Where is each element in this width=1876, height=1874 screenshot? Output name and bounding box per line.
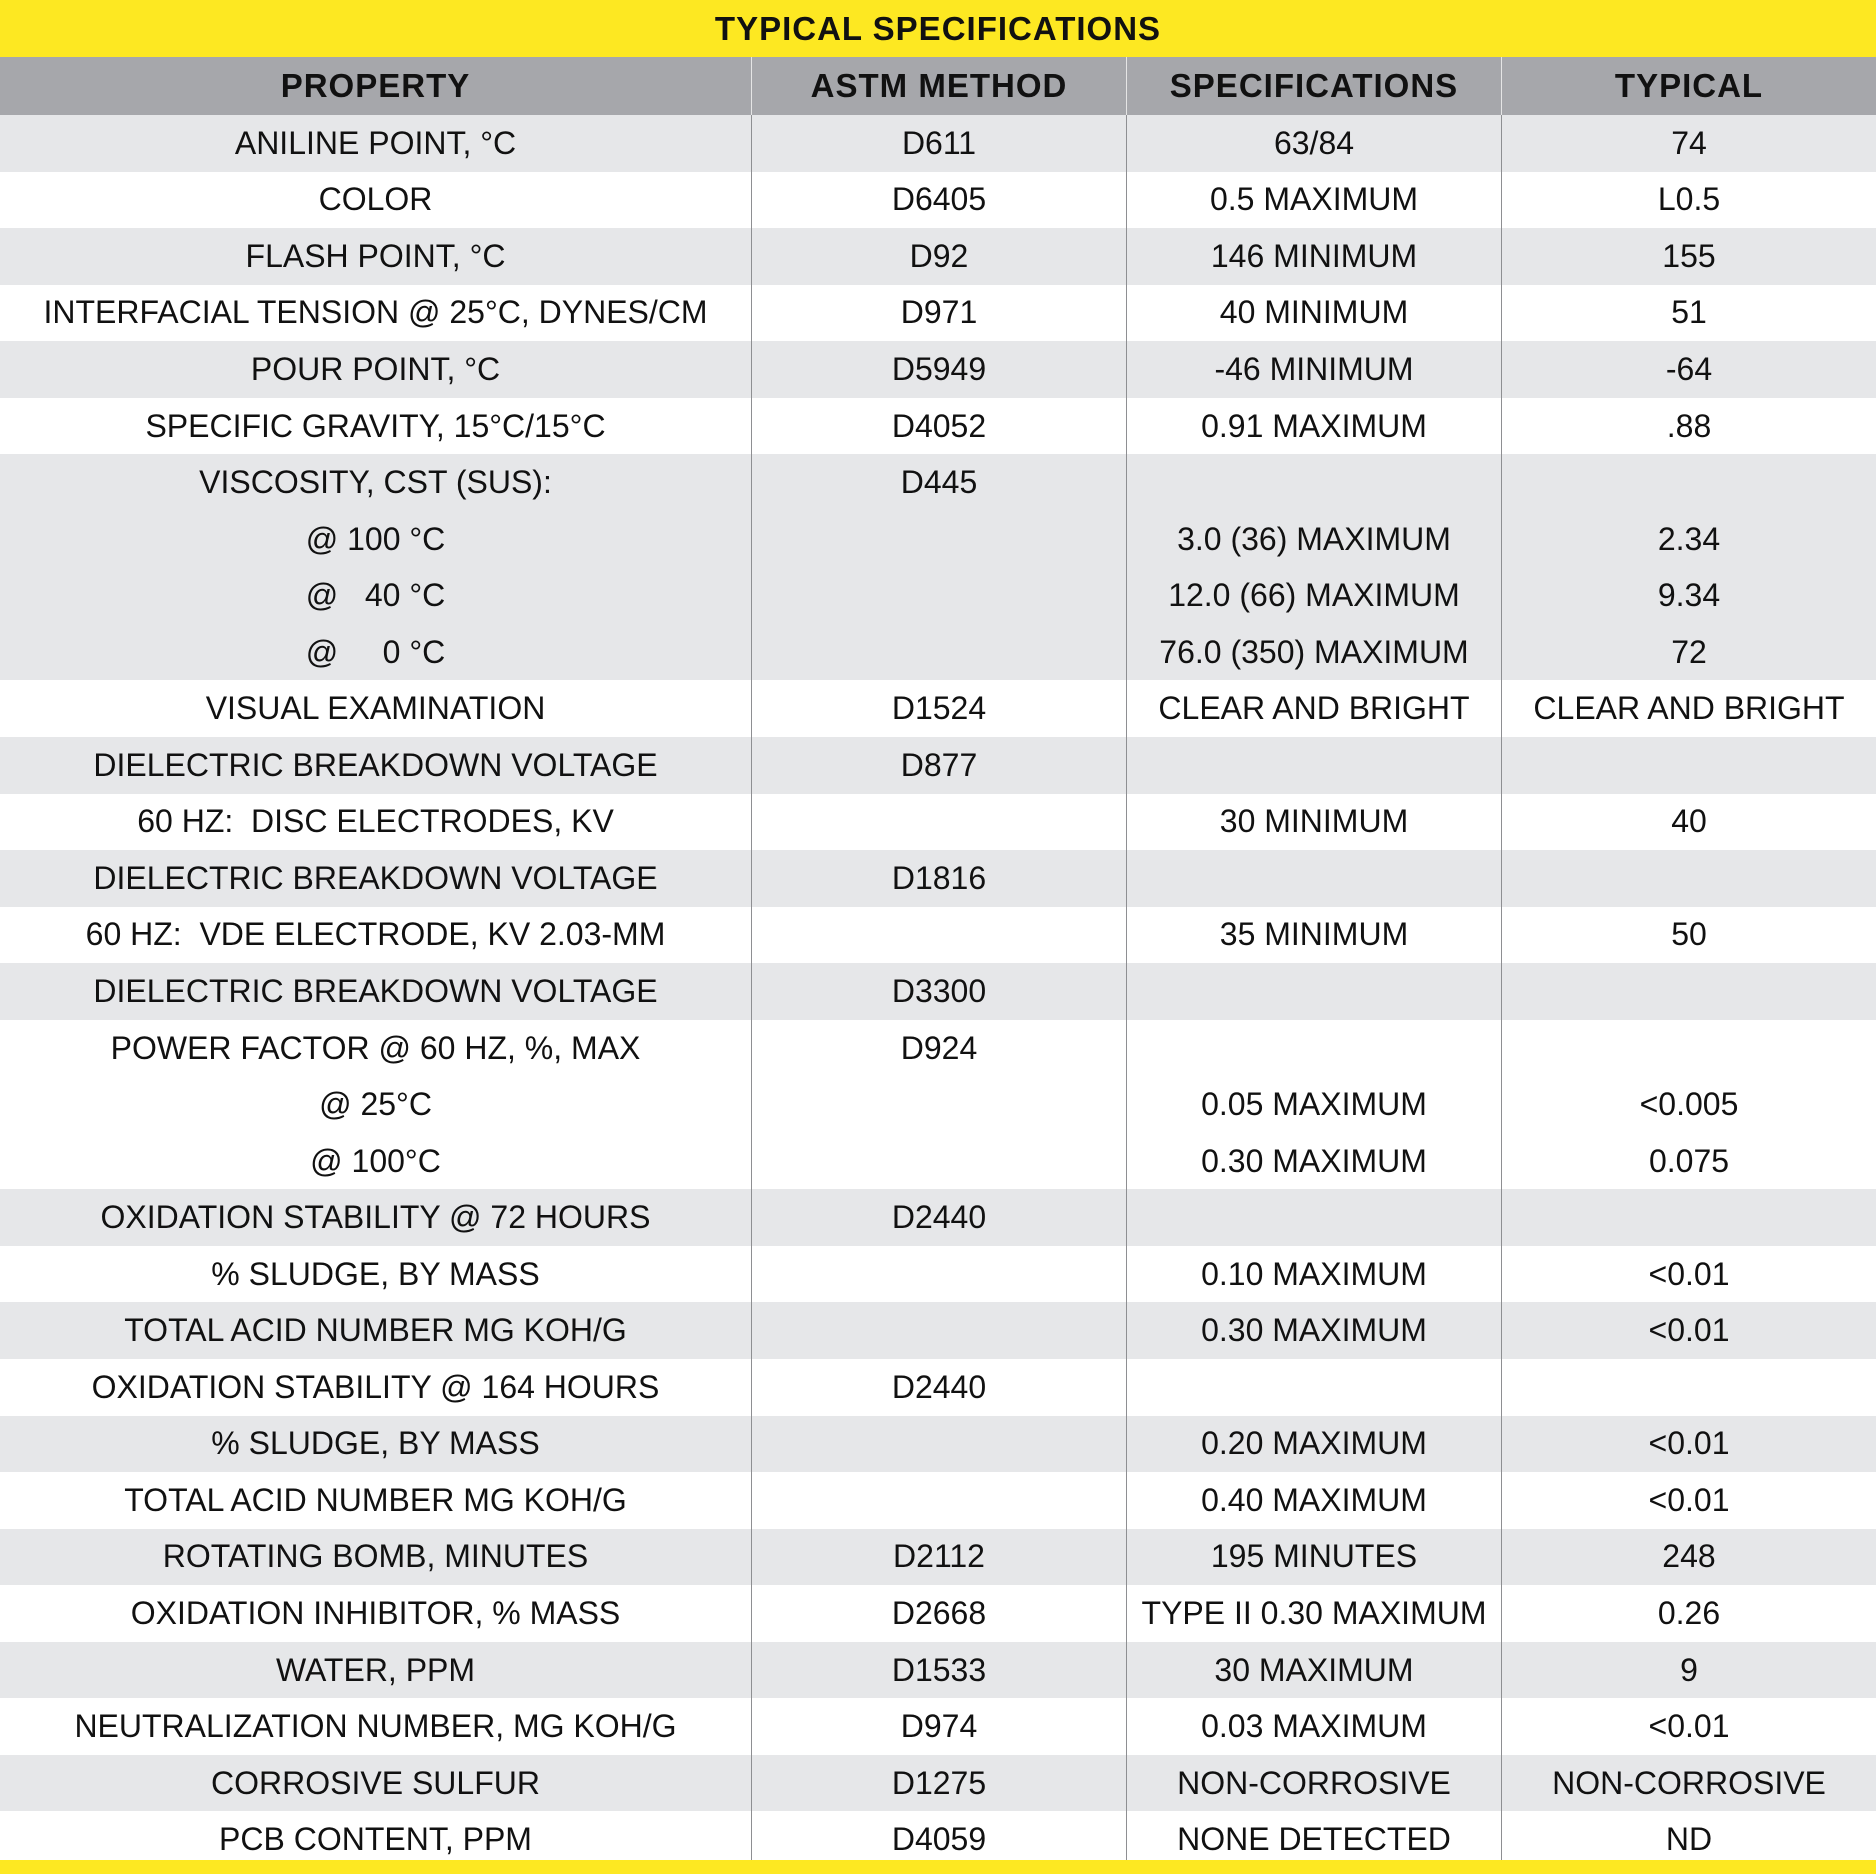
column-header-property: PROPERTY [280, 67, 471, 104]
property-cell: TOTAL ACID NUMBER MG KOH/G [124, 1312, 627, 1349]
typical-cell: <0.005 [1501, 1076, 1876, 1133]
property-cell: NEUTRALIZATION NUMBER, MG KOH/G [74, 1708, 677, 1745]
astm-method-cell: D5949 [751, 341, 1126, 398]
property-cell: VISCOSITY, CST (SUS): [199, 464, 552, 501]
table-row [0, 1302, 1876, 1359]
property-cell: @ 40 °C [305, 577, 446, 614]
table-row [0, 907, 1876, 964]
specification-cell: 0.30 MAXIMUM [1126, 1302, 1501, 1359]
specification-cell: 63/84 [1126, 115, 1501, 172]
astm-method-cell [751, 1076, 1126, 1133]
typical-cell: <0.01 [1501, 1698, 1876, 1755]
table-row [0, 1020, 1876, 1077]
property-cell: POWER FACTOR @ 60 HZ, %, MAX [110, 1029, 641, 1066]
typical-cell: <0.01 [1501, 1302, 1876, 1359]
table-row [0, 228, 1876, 285]
table-row [0, 1698, 1876, 1755]
property-cell: TOTAL ACID NUMBER MG KOH/G [124, 1481, 627, 1518]
property-cell: WATER, PPM [275, 1651, 476, 1688]
astm-method-cell: D611 [751, 115, 1126, 172]
table-header [0, 57, 1876, 115]
table-row [0, 172, 1876, 229]
property-cell: @ 100°C [310, 1142, 441, 1179]
table-row [0, 398, 1876, 455]
astm-method-cell: D2440 [751, 1189, 1126, 1246]
table-row [0, 1755, 1876, 1812]
astm-method-cell [751, 511, 1126, 568]
astm-method-cell [751, 1133, 1126, 1190]
astm-method-cell: D92 [751, 228, 1126, 285]
astm-method-cell: D6405 [751, 172, 1126, 229]
specification-cell: 0.91 MAXIMUM [1126, 398, 1501, 455]
table-row [0, 1472, 1876, 1529]
column-header-astm-method: ASTM METHOD [751, 57, 1126, 115]
property-cell: ANILINE POINT, °C [234, 124, 517, 161]
table-row [0, 1076, 1876, 1133]
table-row [0, 794, 1876, 851]
specification-cell: 12.0 (66) MAXIMUM [1126, 567, 1501, 624]
property-cell: @ 25°C [319, 1086, 432, 1123]
astm-method-cell [751, 1416, 1126, 1473]
typical-cell: 9.34 [1501, 567, 1876, 624]
property-cell: DIELECTRIC BREAKDOWN VOLTAGE [93, 746, 658, 783]
typical-cell: CLEAR AND BRIGHT [1501, 680, 1876, 737]
table-row [0, 454, 1876, 511]
typical-cell: 248 [1501, 1529, 1876, 1586]
astm-method-cell: D974 [751, 1698, 1126, 1755]
astm-method-cell: D924 [751, 1020, 1126, 1077]
specification-cell: 0.05 MAXIMUM [1126, 1076, 1501, 1133]
typical-cell: 0.26 [1501, 1585, 1876, 1642]
specification-cell: 76.0 (350) MAXIMUM [1126, 624, 1501, 681]
property-cell: OXIDATION STABILITY @ 164 HOURS [91, 1368, 660, 1405]
astm-method-cell: D445 [751, 454, 1126, 511]
typical-cell: 51 [1501, 285, 1876, 342]
property-cell: COLOR [318, 181, 433, 218]
table-row [0, 963, 1876, 1020]
table-row [0, 624, 1876, 681]
typical-cell: 74 [1501, 115, 1876, 172]
astm-method-cell: D1816 [751, 850, 1126, 907]
typical-cell [1501, 963, 1876, 1020]
astm-method-cell: D3300 [751, 963, 1126, 1020]
table-row [0, 1585, 1876, 1642]
specification-cell: -46 MINIMUM [1126, 341, 1501, 398]
specification-cell: 0.20 MAXIMUM [1126, 1416, 1501, 1473]
typical-cell [1501, 850, 1876, 907]
property-cell: % SLUDGE, BY MASS [211, 1425, 540, 1462]
specification-cell: 30 MINIMUM [1126, 794, 1501, 851]
astm-method-cell: D4059 [751, 1811, 1126, 1868]
property-cell: PCB CONTENT, PPM [219, 1821, 532, 1858]
property-cell: CORROSIVE SULFUR [211, 1764, 540, 1801]
specification-cell: 35 MINIMUM [1126, 907, 1501, 964]
table-row [0, 1246, 1876, 1303]
table-row [0, 1416, 1876, 1473]
specification-cell: 30 MAXIMUM [1126, 1642, 1501, 1699]
table-title: TYPICAL SPECIFICATIONS [0, 0, 1876, 57]
property-cell: 60 HZ: DISC ELECTRODES, KV [137, 803, 614, 840]
astm-method-cell [751, 1472, 1126, 1529]
specification-cell: 0.10 MAXIMUM [1126, 1246, 1501, 1303]
table-row [0, 680, 1876, 737]
astm-method-cell [751, 794, 1126, 851]
astm-method-cell: D1524 [751, 680, 1126, 737]
property-cell: 60 HZ: VDE ELECTRODE, KV 2.03-MM [85, 916, 666, 953]
table-row [0, 115, 1876, 172]
astm-method-cell: D2440 [751, 1359, 1126, 1416]
property-cell: @ 100 °C [305, 520, 446, 557]
table-row [0, 567, 1876, 624]
typical-cell: 40 [1501, 794, 1876, 851]
typical-cell: <0.01 [1501, 1246, 1876, 1303]
table-row [0, 737, 1876, 794]
table-row [0, 285, 1876, 342]
table-row [0, 341, 1876, 398]
specification-cell: 146 MINIMUM [1126, 228, 1501, 285]
astm-method-cell [751, 567, 1126, 624]
typical-cell: -64 [1501, 341, 1876, 398]
typical-cell: L0.5 [1501, 172, 1876, 229]
property-cell: OXIDATION INHIBITOR, % MASS [130, 1594, 621, 1631]
astm-method-cell: D1275 [751, 1755, 1126, 1812]
property-cell: ROTATING BOMB, MINUTES [162, 1538, 589, 1575]
property-cell: INTERFACIAL TENSION @ 25°C, DYNES/CM [43, 294, 708, 331]
property-cell: DIELECTRIC BREAKDOWN VOLTAGE [93, 972, 658, 1009]
property-cell: POUR POINT, °C [250, 350, 501, 387]
typical-cell: NON-CORROSIVE [1501, 1755, 1876, 1812]
column-header-typical: TYPICAL [1501, 57, 1876, 115]
typical-cell: 50 [1501, 907, 1876, 964]
property-cell: % SLUDGE, BY MASS [211, 1255, 540, 1292]
specification-cell: 0.03 MAXIMUM [1126, 1698, 1501, 1755]
typical-cell: .88 [1501, 398, 1876, 455]
specification-cell: CLEAR AND BRIGHT [1126, 680, 1501, 737]
specification-cell [1126, 737, 1501, 794]
astm-method-cell [751, 1302, 1126, 1359]
specification-cell [1126, 850, 1501, 907]
specification-cell: TYPE II 0.30 MAXIMUM [1126, 1585, 1501, 1642]
typical-cell: 9 [1501, 1642, 1876, 1699]
typical-cell: 2.34 [1501, 511, 1876, 568]
typical-cell [1501, 1020, 1876, 1077]
typical-cell [1501, 1189, 1876, 1246]
specification-cell: 0.5 MAXIMUM [1126, 172, 1501, 229]
property-cell: SPECIFIC GRAVITY, 15°C/15°C [145, 407, 606, 444]
property-cell: DIELECTRIC BREAKDOWN VOLTAGE [93, 859, 658, 896]
astm-method-cell: D877 [751, 737, 1126, 794]
typical-cell [1501, 737, 1876, 794]
specification-cell: 0.40 MAXIMUM [1126, 1472, 1501, 1529]
table-row [0, 1133, 1876, 1190]
astm-method-cell: D4052 [751, 398, 1126, 455]
typical-cell: ND [1501, 1811, 1876, 1868]
specification-cell [1126, 963, 1501, 1020]
table-body [0, 115, 1876, 1868]
astm-method-cell [751, 624, 1126, 681]
property-cell: OXIDATION STABILITY @ 72 HOURS [100, 1199, 651, 1236]
specification-cell: 0.30 MAXIMUM [1126, 1133, 1501, 1190]
astm-method-cell: D2668 [751, 1585, 1126, 1642]
typical-cell [1501, 454, 1876, 511]
property-cell: VISUAL EXAMINATION [205, 690, 546, 727]
astm-method-cell: D2112 [751, 1529, 1126, 1586]
typical-cell: 0.075 [1501, 1133, 1876, 1190]
astm-method-cell: D971 [751, 285, 1126, 342]
property-cell: FLASH POINT, °C [245, 237, 506, 274]
typical-cell: 155 [1501, 228, 1876, 285]
astm-method-cell: D1533 [751, 1642, 1126, 1699]
table-row [0, 1189, 1876, 1246]
typical-cell: 72 [1501, 624, 1876, 681]
table-row [0, 1642, 1876, 1699]
specification-cell: NONE DETECTED [1126, 1811, 1501, 1868]
specification-cell [1126, 454, 1501, 511]
typical-cell: <0.01 [1501, 1416, 1876, 1473]
specification-cell: 195 MINUTES [1126, 1529, 1501, 1586]
specification-cell: NON-CORROSIVE [1126, 1755, 1501, 1812]
specification-cell: 3.0 (36) MAXIMUM [1126, 511, 1501, 568]
table-row [0, 850, 1876, 907]
table-row [0, 511, 1876, 568]
typical-cell: <0.01 [1501, 1472, 1876, 1529]
specification-cell [1126, 1189, 1501, 1246]
table-row [0, 1529, 1876, 1586]
specification-cell [1126, 1359, 1501, 1416]
column-header-specifications: SPECIFICATIONS [1126, 57, 1501, 115]
astm-method-cell [751, 907, 1126, 964]
property-cell: @ 0 °C [305, 633, 446, 670]
specification-cell: 40 MINIMUM [1126, 285, 1501, 342]
specification-cell [1126, 1020, 1501, 1077]
bottom-accent-bar [0, 1860, 1876, 1874]
typical-cell [1501, 1359, 1876, 1416]
astm-method-cell [751, 1246, 1126, 1303]
table-row [0, 1359, 1876, 1416]
